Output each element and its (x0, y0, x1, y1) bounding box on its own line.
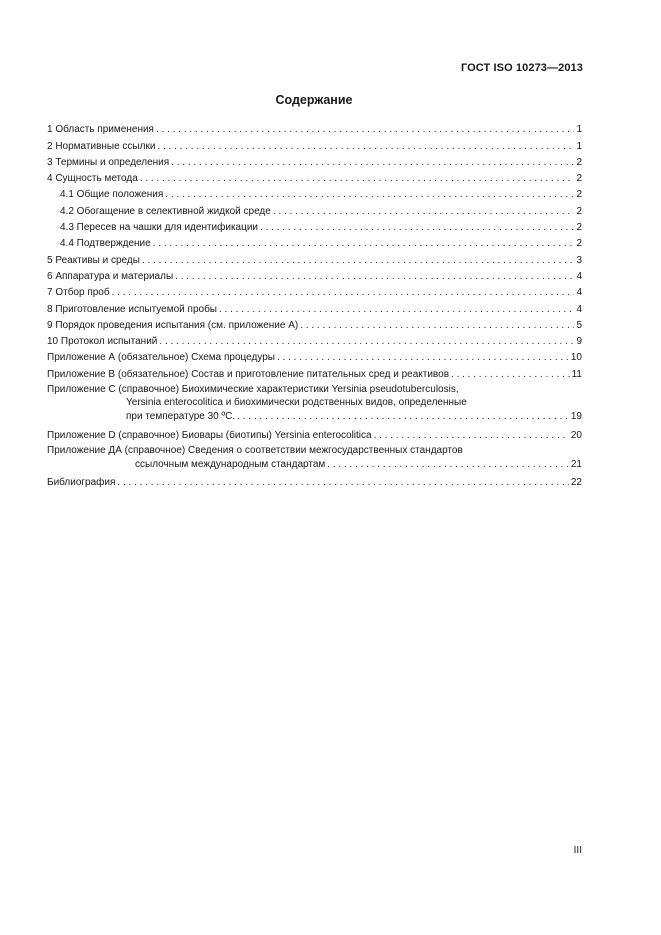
toc-entry (47, 283, 582, 299)
toc-entry (47, 316, 582, 332)
toc-entry-text: 4.3 Пересев на чашки для идентификации (60, 222, 259, 234)
toc-entry-text: 9 Порядок проведения испытания (см. приложение А) (47, 319, 299, 331)
standard-header: ГОСТ ISO 10273—2013 (460, 62, 583, 74)
toc-subentry (47, 185, 582, 201)
toc-entry-page: 4 (576, 270, 582, 282)
toc-entry-text: 4.2 Обогащение в селективной жидкой среде (60, 205, 271, 217)
leader-dots (157, 140, 574, 153)
leader-dots (112, 286, 575, 299)
toc-entry (47, 120, 582, 136)
toc-entry-last-line (47, 410, 582, 424)
leader-dots (159, 335, 574, 348)
toc-entry (47, 250, 582, 266)
leader-dots (175, 270, 574, 283)
leader-dots (277, 351, 569, 364)
toc-entry (47, 364, 582, 380)
leader-dots (156, 123, 574, 136)
toc-entry-text: Приложение С (справочное) Биохимические характеристики Yersinia pseudotuberculosis, (47, 383, 459, 395)
leader-dots (374, 429, 569, 442)
toc-entry-page: 2 (576, 238, 582, 250)
toc-entry-text: 2 Нормативные ссылки (47, 140, 156, 152)
toc-entry-text: 6 Аппаратура и материалы (47, 270, 174, 282)
toc-entry-page: 10 (570, 352, 582, 364)
leader-dots (300, 319, 574, 332)
toc-subentry (47, 201, 582, 217)
toc-entry-page: 20 (570, 429, 582, 441)
toc-entry (47, 299, 582, 315)
toc-entry-text: Приложение D (справочное) Биовары (биотипы) Yersinia enterocolitica (47, 429, 372, 441)
leader-dots (219, 303, 574, 316)
leader-dots (117, 476, 568, 489)
leader-dots (260, 221, 574, 234)
toc-entry (47, 425, 582, 441)
toc-entry-page: 2 (576, 189, 582, 201)
toc-entry (47, 473, 582, 489)
toc-entry (47, 136, 582, 152)
toc-entry-page: 2 (576, 173, 582, 185)
toc-entry-page: 9 (576, 336, 582, 348)
toc-entry-page: 5 (576, 319, 582, 331)
toc-entry-text: 4.1 Общие положения (60, 189, 164, 201)
toc-entry-text: Библиография (47, 476, 116, 488)
toc-entry-page: 21 (570, 458, 582, 470)
toc-entry-page: 3 (576, 254, 582, 266)
toc-entry-text: 3 Термины и определения (47, 156, 170, 168)
toc-entry (47, 332, 582, 348)
toc-entry-page: 1 (576, 124, 582, 136)
leader-dots (273, 205, 575, 218)
toc-entry-appendix-c (47, 383, 582, 424)
toc-entry-text: 10 Протокол испытаний (47, 336, 158, 348)
toc-entry-text: 7 Отбор проб (47, 287, 110, 299)
toc-entry-page: 19 (570, 411, 582, 423)
toc-entry-text: Yersinia enterocolitica и биохимически родственных видов, определенные (126, 397, 467, 409)
toc-entry-text: 1 Область применения (47, 124, 154, 136)
leader-dots (153, 237, 575, 250)
toc-entry-text: Приложение А (обязательное) Схема процедуры (47, 352, 275, 364)
toc-entry (47, 153, 582, 169)
page-title: Содержание (275, 93, 353, 107)
toc-entry-text: при температуре 30 ºС. (126, 411, 236, 423)
toc-entry-page: 2 (576, 222, 582, 234)
leader-dots (171, 156, 574, 169)
leader-dots (140, 172, 575, 185)
toc-entry-text: 8 Приготовление испытуемой пробы (47, 303, 217, 315)
toc-entry (47, 169, 582, 185)
toc-entry (47, 348, 582, 364)
toc-entry-text: 4.4 Подтверждение (60, 238, 151, 250)
leader-dots (451, 368, 570, 381)
toc-subentry (47, 234, 582, 250)
toc-entry-text: Приложение В (обязательное) Состав и приготовление питательных сред и реактивов (47, 368, 450, 380)
page-number: III (573, 845, 582, 856)
toc-entry-page: 22 (570, 476, 582, 488)
toc-entry-text: 4 Сущность метода (47, 173, 138, 185)
toc-entry-text: ссылочным международным стандартам (135, 458, 326, 470)
toc-entry-last-line (47, 457, 582, 471)
leader-dots (327, 458, 569, 471)
toc-entry-page: 4 (576, 303, 582, 315)
toc-entry-text: 5 Реактивы и среды (47, 254, 140, 266)
toc-entry-page: 1 (576, 140, 582, 152)
toc-entry (47, 267, 582, 283)
toc-entry-page: 11 (571, 368, 582, 380)
table-of-contents (47, 120, 582, 489)
toc-entry-page: 4 (576, 287, 582, 299)
toc-subentry (47, 218, 582, 234)
toc-entry-page: 2 (576, 205, 582, 217)
toc-entry-appendix-da (47, 444, 582, 471)
toc-entry-page: 2 (576, 156, 582, 168)
leader-dots (237, 410, 569, 423)
leader-dots (165, 188, 574, 201)
toc-entry-text: Приложение ДА (справочное) Сведения о соответствии межгосударственных стандартов (47, 444, 463, 456)
leader-dots (142, 254, 575, 267)
